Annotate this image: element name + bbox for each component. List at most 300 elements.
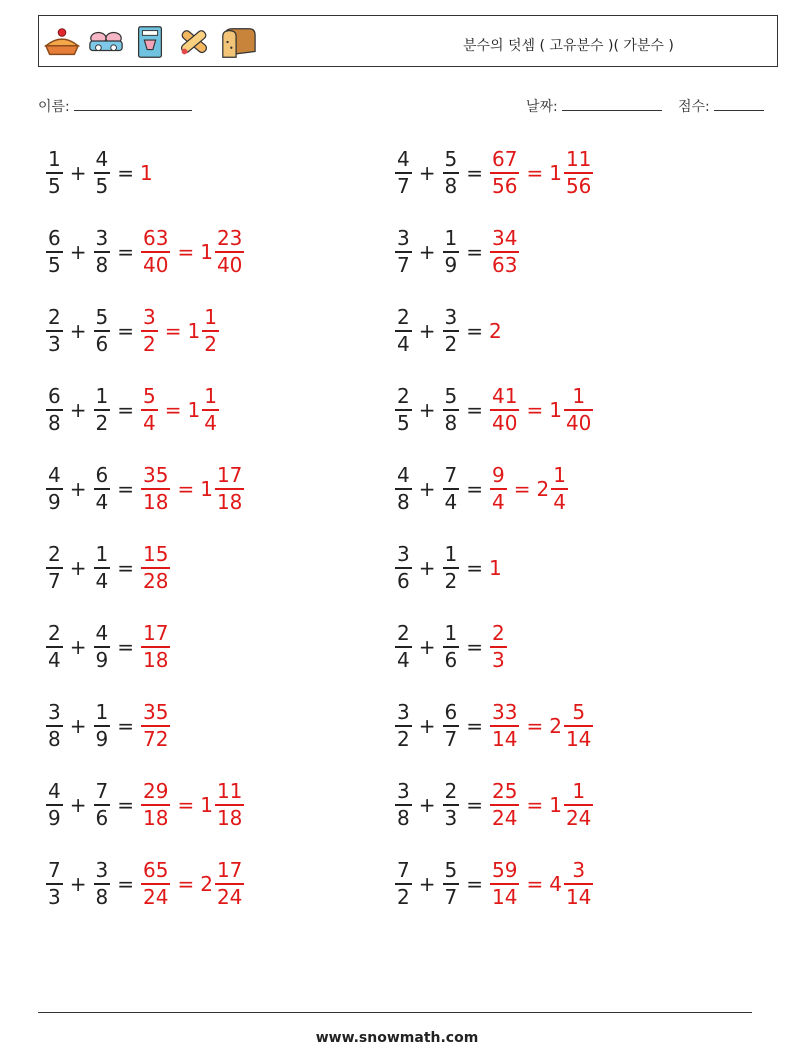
addend-fraction	[395, 543, 412, 593]
problem-item	[45, 538, 171, 598]
denominator: 4	[553, 489, 566, 514]
answer	[489, 701, 594, 751]
plus-sign: +	[69, 714, 87, 738]
denominator: 6	[397, 568, 410, 593]
answer-whole: 2	[489, 319, 502, 343]
equals-sign: =	[164, 398, 182, 422]
denominator: 8	[397, 805, 410, 830]
denominator: 40	[143, 252, 169, 277]
addend-fraction	[94, 227, 111, 277]
problem-item	[394, 380, 594, 440]
equals-sign: =	[117, 319, 134, 343]
addend-fraction	[395, 701, 412, 751]
denominator: 4	[397, 331, 410, 356]
equals-sign: =	[513, 477, 531, 501]
date-label: 날짜:	[526, 99, 558, 115]
mixed-fraction	[215, 227, 244, 277]
denominator: 4	[204, 410, 217, 435]
mixed-number	[549, 148, 594, 198]
denominator: 24	[216, 884, 243, 909]
numerator: 7	[48, 858, 61, 883]
plus-sign: +	[69, 398, 87, 422]
equals-sign: =	[526, 398, 544, 422]
answer-fraction	[141, 780, 170, 830]
mixed-whole: 2	[549, 714, 562, 738]
mixed-fraction	[564, 148, 593, 198]
answer-whole: 1	[489, 556, 502, 580]
mixed-whole: 1	[200, 477, 213, 501]
equals-sign: =	[526, 714, 544, 738]
plus-sign: +	[418, 477, 436, 501]
plus-sign: +	[69, 240, 87, 264]
mixed-whole: 1	[549, 398, 562, 422]
answer-fraction	[141, 385, 158, 435]
equals-sign: =	[526, 872, 544, 896]
denominator: 4	[143, 410, 156, 435]
denominator: 5	[48, 252, 61, 277]
equals-sign: =	[466, 872, 483, 896]
addend-fraction	[443, 464, 460, 514]
denominator: 14	[565, 726, 592, 751]
denominator: 7	[444, 726, 458, 751]
answer	[489, 556, 502, 580]
problem-item	[45, 301, 220, 361]
denominator: 9	[95, 647, 109, 672]
date-field	[526, 96, 662, 116]
denominator: 4	[48, 647, 61, 672]
answer	[140, 161, 153, 185]
equals-sign: =	[177, 872, 195, 896]
plus-sign: +	[69, 477, 87, 501]
numerator: 25	[492, 779, 518, 804]
equals-sign: =	[117, 793, 134, 817]
bread-loaf-icon	[219, 23, 257, 61]
addend-fraction	[395, 227, 412, 277]
denominator: 5	[48, 173, 61, 198]
mixed-whole: 1	[187, 319, 201, 343]
addend-fraction	[443, 780, 460, 830]
plus-sign: +	[418, 319, 436, 343]
answer-fraction	[141, 227, 170, 277]
numerator: 6	[48, 384, 61, 409]
numerator: 63	[143, 226, 169, 251]
addend-fraction	[94, 385, 111, 435]
denominator: 8	[444, 173, 458, 198]
problem-item	[45, 222, 245, 282]
equals-sign: =	[117, 398, 134, 422]
answer-fraction	[490, 385, 519, 435]
mixed-whole: 2	[200, 872, 213, 896]
equals-sign: =	[117, 714, 134, 738]
rolling-pin-icon	[175, 23, 213, 61]
numerator: 1	[204, 305, 217, 330]
mixed-number	[537, 464, 569, 514]
numerator: 29	[143, 779, 169, 804]
mixed-number	[549, 385, 594, 435]
numerator: 7	[444, 463, 458, 488]
addend-fraction	[94, 622, 111, 672]
answer	[489, 622, 508, 672]
mixed-fraction	[202, 385, 219, 435]
mixed-whole: 1	[200, 793, 213, 817]
equals-sign: =	[177, 793, 195, 817]
denominator: 2	[397, 884, 410, 909]
answer	[140, 464, 245, 514]
addend-fraction	[395, 148, 412, 198]
numerator: 17	[216, 463, 243, 488]
mixed-whole: 2	[536, 477, 550, 501]
denominator: 9	[48, 489, 61, 514]
answer-fraction	[490, 859, 519, 909]
addend-fraction	[395, 306, 412, 356]
numerator: 3	[397, 226, 410, 251]
denominator: 8	[397, 489, 410, 514]
numerator: 4	[95, 621, 109, 646]
plus-sign: +	[418, 793, 436, 817]
numerator: 1	[444, 542, 458, 567]
worksheet-title: 분수의 덧셈 ( 고유분수 )( 가분수 )	[463, 38, 674, 54]
answer	[489, 780, 594, 830]
addend-fraction	[46, 306, 63, 356]
addend-fraction	[443, 227, 460, 277]
numerator: 4	[48, 779, 61, 804]
denominator: 14	[565, 884, 592, 909]
plus-sign: +	[69, 872, 87, 896]
problem-item	[394, 538, 502, 598]
numerator: 11	[216, 779, 243, 804]
numerator: 5	[95, 305, 109, 330]
numerator: 17	[216, 858, 243, 883]
numerator: 7	[397, 858, 410, 883]
mixed-fraction	[564, 780, 593, 830]
equals-sign: =	[117, 635, 134, 659]
denominator: 4	[492, 489, 505, 514]
addend-fraction	[94, 780, 111, 830]
answer-fraction	[141, 464, 170, 514]
mixed-number	[200, 464, 245, 514]
denominator: 3	[492, 647, 505, 672]
denominator: 14	[492, 726, 518, 751]
denominator: 8	[444, 410, 458, 435]
numerator: 4	[95, 147, 109, 172]
denominator: 8	[48, 410, 61, 435]
plus-sign: +	[418, 240, 436, 264]
numerator: 4	[397, 463, 410, 488]
equals-sign: =	[164, 319, 182, 343]
answer-fraction	[490, 622, 507, 672]
numerator: 6	[95, 463, 109, 488]
numerator: 1	[95, 384, 109, 409]
addend-fraction	[94, 701, 111, 751]
mixed-fraction	[564, 859, 593, 909]
answer	[489, 319, 502, 343]
pie-icon	[43, 23, 81, 61]
addend-fraction	[443, 543, 460, 593]
denominator: 4	[95, 489, 109, 514]
denominator: 24	[492, 805, 518, 830]
denominator: 24	[143, 884, 169, 909]
numerator: 5	[143, 384, 156, 409]
denominator: 18	[143, 489, 169, 514]
numerator: 4	[48, 463, 61, 488]
numerator: 3	[397, 779, 410, 804]
problem-item	[394, 696, 594, 756]
denominator: 2	[397, 726, 410, 751]
denominator: 8	[95, 252, 109, 277]
answer-whole: 1	[140, 161, 153, 185]
addend-fraction	[46, 385, 63, 435]
plus-sign: +	[418, 161, 436, 185]
problem-item	[394, 143, 594, 203]
date-blank[interactable]	[562, 96, 662, 111]
denominator: 3	[48, 884, 61, 909]
answer	[140, 780, 245, 830]
equals-sign: =	[117, 556, 134, 580]
addend-fraction	[395, 385, 412, 435]
numerator: 1	[95, 542, 109, 567]
addend-fraction	[46, 622, 63, 672]
equals-sign: =	[177, 240, 195, 264]
denominator: 9	[95, 726, 109, 751]
equals-sign: =	[466, 398, 483, 422]
numerator: 3	[95, 858, 109, 883]
equals-sign: =	[466, 635, 483, 659]
addend-fraction	[46, 780, 63, 830]
addend-fraction	[395, 622, 412, 672]
addend-fraction	[395, 464, 412, 514]
answer	[140, 543, 171, 593]
mixed-whole: 1	[549, 793, 562, 817]
answer-fraction	[490, 148, 519, 198]
denominator: 9	[48, 805, 61, 830]
mixed-number	[549, 859, 594, 909]
numerator: 3	[48, 700, 61, 725]
denominator: 6	[444, 647, 458, 672]
numerator: 67	[492, 147, 518, 172]
denominator: 7	[444, 884, 458, 909]
problem-item	[45, 775, 245, 835]
equals-sign: =	[466, 240, 483, 264]
numerator: 11	[565, 147, 592, 172]
equals-sign: =	[466, 793, 483, 817]
problem-item	[45, 459, 245, 519]
denominator: 2	[143, 331, 156, 356]
plus-sign: +	[418, 872, 436, 896]
problem-item	[394, 222, 520, 282]
denominator: 3	[444, 805, 458, 830]
numerator: 23	[216, 226, 243, 251]
problem-item	[45, 854, 245, 914]
numerator: 1	[444, 621, 458, 646]
addend-fraction	[94, 306, 111, 356]
addend-fraction	[94, 464, 111, 514]
plus-sign: +	[69, 635, 87, 659]
denominator: 9	[444, 252, 458, 277]
equals-sign: =	[466, 714, 483, 738]
answer-fraction	[141, 543, 170, 593]
numerator: 65	[143, 858, 169, 883]
numerator: 1	[553, 463, 566, 488]
plus-sign: +	[69, 793, 87, 817]
answer	[489, 385, 594, 435]
numerator: 6	[444, 700, 458, 725]
footer-url: www.snowmath.com	[315, 1030, 479, 1046]
numerator: 41	[492, 384, 518, 409]
problem-item	[394, 301, 502, 361]
footer-divider	[38, 1012, 752, 1013]
name-label: 이름:	[38, 99, 70, 115]
addend-fraction	[443, 859, 460, 909]
mixed-fraction	[215, 464, 244, 514]
equals-sign: =	[526, 793, 544, 817]
denominator: 18	[143, 805, 169, 830]
equals-sign: =	[117, 477, 134, 501]
numerator: 15	[143, 542, 169, 567]
numerator: 33	[492, 700, 518, 725]
addend-fraction	[46, 701, 63, 751]
answer	[489, 464, 569, 514]
answer-fraction	[490, 227, 519, 277]
denominator: 4	[397, 647, 410, 672]
denominator: 4	[95, 568, 109, 593]
addend-fraction	[46, 464, 63, 514]
problem-item	[394, 617, 508, 677]
numerator: 5	[444, 858, 458, 883]
denominator: 24	[565, 805, 592, 830]
answer-fraction	[490, 780, 519, 830]
denominator: 3	[48, 331, 61, 356]
addend-fraction	[94, 859, 111, 909]
header-icons	[43, 23, 257, 61]
name-blank[interactable]	[74, 96, 192, 111]
cupcake-tray-icon	[87, 23, 125, 61]
plus-sign: +	[69, 319, 87, 343]
numerator: 17	[143, 621, 169, 646]
equals-sign: =	[177, 477, 195, 501]
denominator: 8	[95, 884, 109, 909]
denominator: 40	[216, 252, 243, 277]
addend-fraction	[46, 859, 63, 909]
addend-fraction	[395, 780, 412, 830]
denominator: 2	[95, 410, 109, 435]
answer	[489, 859, 594, 909]
numerator: 1	[572, 384, 586, 409]
denominator: 2	[444, 568, 458, 593]
addend-fraction	[94, 543, 111, 593]
numerator: 2	[397, 621, 410, 646]
numerator: 1	[48, 147, 61, 172]
equals-sign: =	[117, 240, 134, 264]
mixed-number	[200, 859, 245, 909]
denominator: 56	[492, 173, 518, 198]
denominator: 7	[397, 252, 410, 277]
denominator: 5	[397, 410, 410, 435]
numerator: 5	[444, 147, 458, 172]
numerator: 59	[492, 858, 518, 883]
addend-fraction	[443, 385, 460, 435]
addend-fraction	[443, 701, 460, 751]
numerator: 1	[204, 384, 217, 409]
problem-item	[45, 617, 171, 677]
numerator: 5	[572, 700, 586, 725]
mixed-number	[188, 306, 220, 356]
answer	[489, 148, 594, 198]
addend-fraction	[94, 148, 111, 198]
score-field	[678, 96, 764, 116]
equals-sign: =	[526, 161, 544, 185]
mixed-fraction	[215, 780, 244, 830]
plus-sign: +	[418, 398, 436, 422]
denominator: 6	[95, 805, 109, 830]
mixed-whole: 1	[549, 161, 562, 185]
mixed-number	[549, 780, 594, 830]
answer-fraction	[141, 622, 170, 672]
problem-item	[45, 143, 153, 203]
numerator: 2	[48, 305, 61, 330]
numerator: 1	[444, 226, 458, 251]
answer-fraction	[141, 701, 170, 751]
mixed-fraction	[202, 306, 219, 356]
numerator: 35	[143, 463, 169, 488]
numerator: 9	[492, 463, 505, 488]
denominator: 18	[216, 805, 243, 830]
numerator: 3	[444, 305, 458, 330]
denominator: 56	[565, 173, 592, 198]
equals-sign: =	[466, 161, 483, 185]
denominator: 18	[216, 489, 243, 514]
mixed-whole: 1	[187, 398, 201, 422]
denominator: 28	[143, 568, 169, 593]
numerator: 35	[143, 700, 169, 725]
equals-sign: =	[117, 161, 134, 185]
score-label: 점수:	[678, 99, 710, 115]
answer	[140, 701, 171, 751]
addend-fraction	[395, 859, 412, 909]
addend-fraction	[46, 148, 63, 198]
answer	[489, 227, 520, 277]
addend-fraction	[443, 622, 460, 672]
numerator: 3	[572, 858, 586, 883]
addend-fraction	[46, 227, 63, 277]
answer-fraction	[141, 306, 158, 356]
plus-sign: +	[69, 161, 87, 185]
mixed-fraction	[551, 464, 568, 514]
plus-sign: +	[418, 556, 436, 580]
numerator: 3	[143, 305, 156, 330]
equals-sign: =	[117, 872, 134, 896]
numerator: 4	[397, 147, 410, 172]
score-blank[interactable]	[714, 96, 764, 111]
numerator: 1	[572, 779, 586, 804]
mixed-number	[200, 227, 245, 277]
numerator: 2	[397, 305, 410, 330]
addend-fraction	[46, 543, 63, 593]
answer	[140, 385, 220, 435]
equals-sign: =	[466, 319, 483, 343]
numerator: 2	[492, 621, 505, 646]
denominator: 40	[565, 410, 592, 435]
problem-item	[45, 380, 220, 440]
denominator: 2	[444, 331, 458, 356]
denominator: 7	[48, 568, 61, 593]
mixed-number	[188, 385, 220, 435]
numerator: 3	[397, 700, 410, 725]
answer	[140, 622, 171, 672]
denominator: 18	[143, 647, 169, 672]
denominator: 7	[397, 173, 410, 198]
plus-sign: +	[418, 635, 436, 659]
mixed-fraction	[564, 701, 593, 751]
